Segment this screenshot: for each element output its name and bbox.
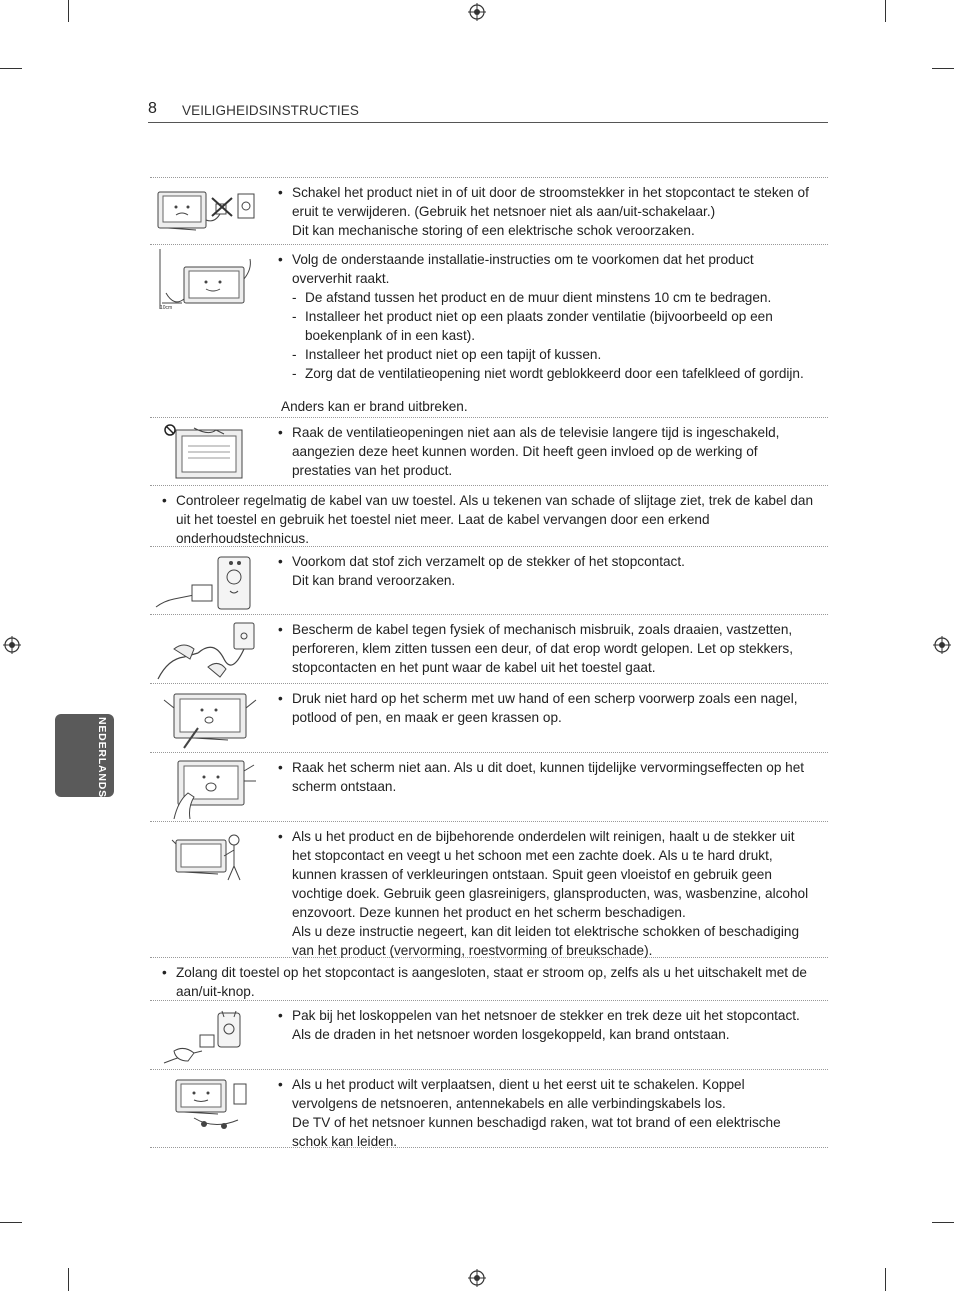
instruction-text: • Zolang dit toestel op het stopcontact is aangesloten, staat er stroom op, zelfs als u het uitschakelt met de aan/uit-knop. [162,963,814,1001]
language-tab-label: NEDERLANDS [96,717,108,798]
instruction-note: Anders kan er brand uitbreken. [281,399,468,414]
instruction-continuation: Dit kan brand veroorzaken. [292,573,456,588]
instruction-row [150,245,828,418]
pull-plug-icon [154,1005,266,1067]
crop-mark [885,0,886,22]
instruction-subitem: - Installeer het product niet op een plaats zonder ventilatie (bijvoorbeeld op een boekenplank of in een kast). [278,307,814,345]
instruction-row [150,1001,828,1070]
instruction-text: • Schakel het product niet in of uit door de stroomstekker in het stopcontact te steken of eruit te verwijderen. (Gebruik het netsnoer niet als aan/uit-schakelaar.) [278,183,814,221]
instruction-subitem: - De afstand tussen het product en de muur dient minstens 10 cm te bedragen. [278,288,814,307]
dusty-plug-icon [154,551,266,613]
instruction-row [150,615,828,684]
registration-mark-icon [3,636,21,654]
instruction-subitem: - Installeer het product niet op een tapijt of kussen. [278,345,814,364]
vent-no-touch-icon [154,422,266,482]
registration-mark-icon [933,636,951,654]
instruction-row [150,822,828,958]
instruction-subitem: - Zorg dat de ventilatieopening niet wordt geblokkeerd door een tafelkleed of gordijn. [278,364,814,383]
registration-mark-icon [468,3,486,21]
instruction-row [150,547,828,615]
wall-distance-icon [154,249,266,311]
crop-mark [68,0,69,22]
instruction-continuation: Als de draden in het netsnoer worden losgekoppeld, kan brand ontstaan. [292,1027,730,1042]
instruction-continuation: Dit kan mechanische storing of een elektrische schok veroorzaken. [292,223,695,238]
crop-mark [932,1222,954,1223]
page-number: 8 [148,100,157,117]
instruction-text: • Pak bij het loskoppelen van het netsnoer de stekker en trek deze uit het stopcontact. [278,1006,814,1025]
screen-pressure-icon [154,688,266,750]
registration-mark-icon [468,1269,486,1287]
instruction-text: • Als u het product wilt verplaatsen, dient u het eerst uit te schakelen. Koppel vervolgens de netsnoeren, antennekabels en alle verbindingskabels los. [278,1075,814,1113]
instruction-row [150,486,828,547]
cleaning-icon [154,826,266,888]
section-title: VEILIGHEIDSINSTRUCTIES [182,103,359,118]
instruction-text: • Volg de onderstaande installatie-instructies om te voorkomen dat het product oververhit raakt. [278,250,814,288]
instruction-row [150,958,828,1001]
page-header [148,99,828,123]
language-tab [55,714,114,797]
wall-distance-label: 10cm [160,305,173,311]
unplug-warning-icon [154,182,264,238]
instruction-text: • Druk niet hard op het scherm met uw hand of een scherp voorwerp zoals een nagel, potlood of pen, en maak er geen krassen op. [278,689,814,727]
instruction-text: • Voorkom dat stof zich verzamelt op de stekker of het stopcontact. [278,552,814,571]
crop-mark [68,1268,69,1291]
screen-touch-icon [154,757,266,819]
crop-mark [0,1222,22,1223]
instruction-row [150,684,828,753]
instruction-continuation: Als u deze instructie negeert, kan dit leiden tot elektrische schokken of beschadiging van het product (vervorming, roestvorming of breukschade). [292,924,800,958]
safety-instructions-list [150,177,828,1148]
instruction-row [150,178,828,245]
crop-mark [0,68,22,69]
cable-damage-icon [154,619,266,681]
instruction-row [150,753,828,822]
crop-mark [932,68,954,69]
instruction-text: • Bescherm de kabel tegen fysiek of mechanisch misbruik, zoals draaien, vastzetten, perforeren, klem zitten tussen een deur, of dat erop wordt gelopen. Let op stekkers, stopcontacten en het punt waar de kabel uit het toestel gaat. [278,620,814,677]
instruction-text: • Als u het product en de bijbehorende onderdelen wilt reinigen, haalt u de stekker uit het stopcontact en veegt u het schoon met een zachte doek. Als u te hard drukt, kunnen krassen of verkleuringen ontstaan. Spuit geen vloeistof en gebruik geen vochtige doek. Gebruik geen glasreinigers, glansproducten, was, wasbenzine, alcohol enzovoort. Deze kunnen het product en het scherm beschadigen. [278,827,814,922]
instruction-text: • Raak het scherm niet aan. Als u dit doet, kunnen tijdelijke vervormingseffecten op het scherm ontstaan. [278,758,814,796]
instruction-row [150,418,828,486]
instruction-text: • Raak de ventilatieopeningen niet aan als de televisie langere tijd is ingeschakeld, aangezien deze heet kunnen worden. Dit heeft geen invloed op de werking of prestaties van het product. [278,423,814,480]
instruction-row [150,1070,828,1148]
instruction-continuation: De TV of het netsnoer kunnen beschadigd raken, wat tot brand of een elektrische schok kan leiden. [292,1115,781,1149]
instruction-text: • Controleer regelmatig de kabel van uw toestel. Als u tekenen van schade of slijtage ziet, trek de kabel dan uit het toestel en gebruik het toestel niet meer. Laat de kabel vervangen door een erkend onderhoudstechnicus. [162,491,814,548]
disconnect-cables-icon [154,1074,266,1136]
crop-mark [885,1268,886,1291]
